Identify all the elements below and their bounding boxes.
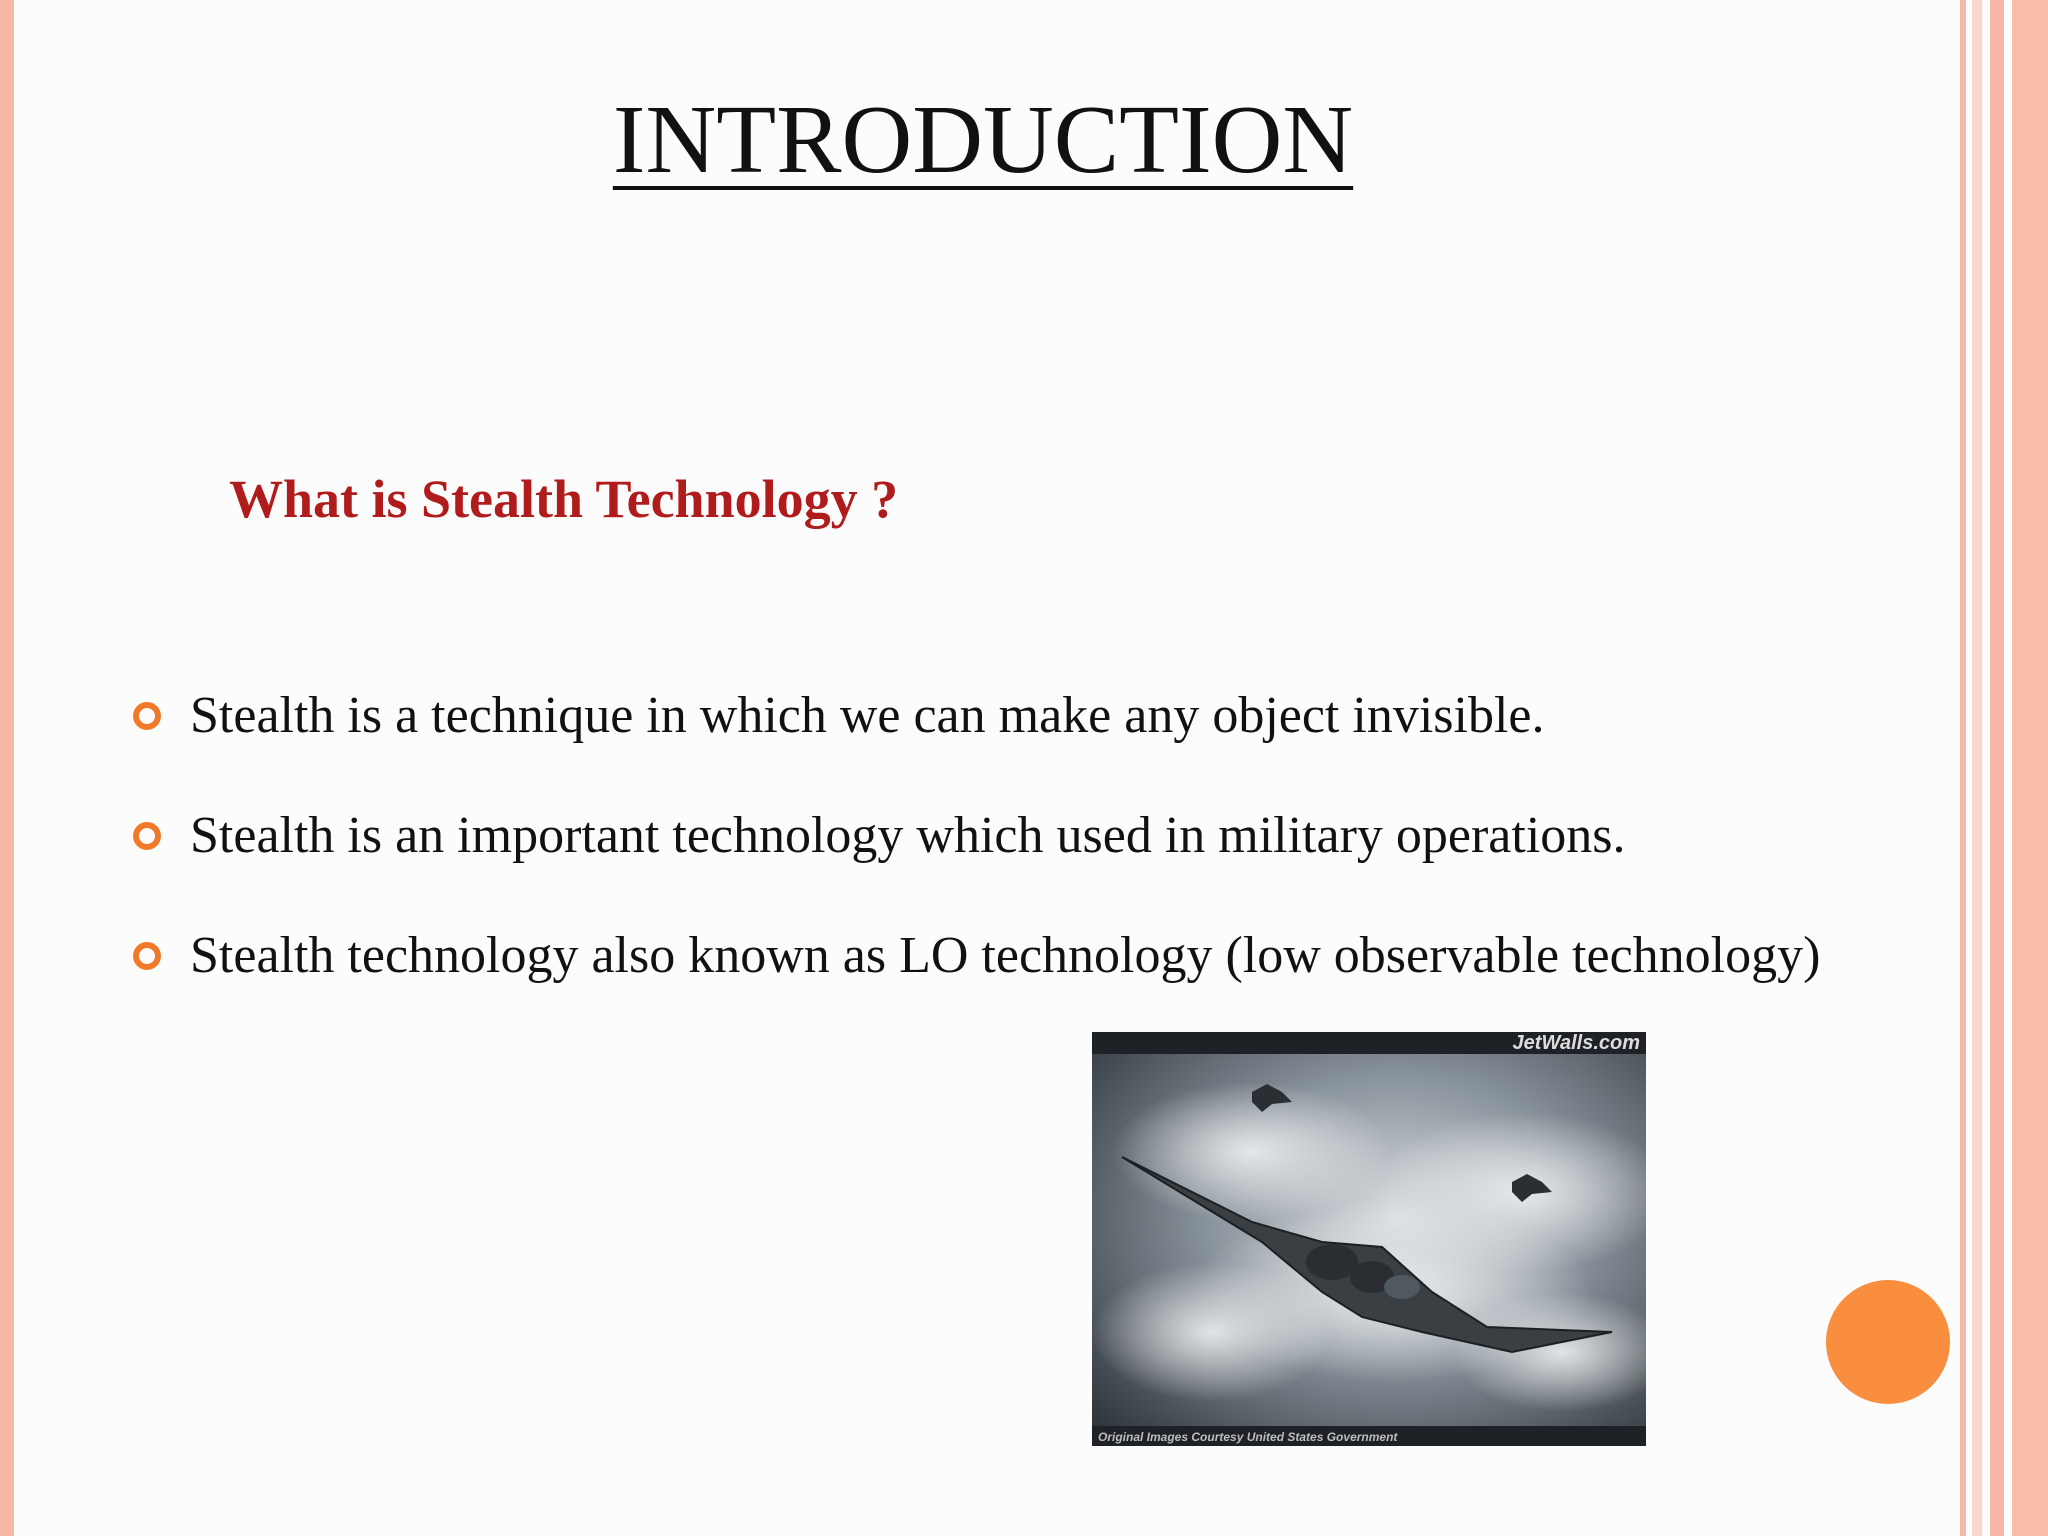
orange-circle-icon xyxy=(1826,1280,1950,1404)
hollow-circle-icon xyxy=(133,822,161,850)
bullet-item xyxy=(130,664,1930,768)
bullet-text: Stealth is a technique in which we can make any object invisible. xyxy=(190,687,1545,744)
right-border-stripe xyxy=(1972,0,1982,1536)
right-border-stripe xyxy=(2012,0,2048,1536)
right-border-stripe xyxy=(1960,0,1966,1536)
slide-title: INTRODUCTION xyxy=(612,86,1354,194)
bullet-item xyxy=(130,784,1930,888)
bullet-list xyxy=(130,664,1930,1008)
aircraft-photo-graphic xyxy=(1092,1032,1646,1446)
hollow-circle-icon xyxy=(133,702,161,730)
right-border-stripe xyxy=(1990,0,2004,1536)
hollow-circle-icon xyxy=(133,942,161,970)
image-watermark: JetWalls.com xyxy=(1512,1032,1640,1054)
bullet-item xyxy=(130,904,1930,1008)
bullet-text: Stealth is an important technology which used in military operations. xyxy=(190,807,1626,864)
bullet-text: Stealth technology also known as LO technology (low observable technology) xyxy=(190,927,1821,984)
image-credit: Original Images Courtesy United States Government xyxy=(1098,1430,1398,1444)
stealth-aircraft-image xyxy=(1092,1032,1646,1446)
left-border-decoration xyxy=(0,0,14,1536)
slide-subtitle: What is Stealth Technology ? xyxy=(229,469,899,529)
